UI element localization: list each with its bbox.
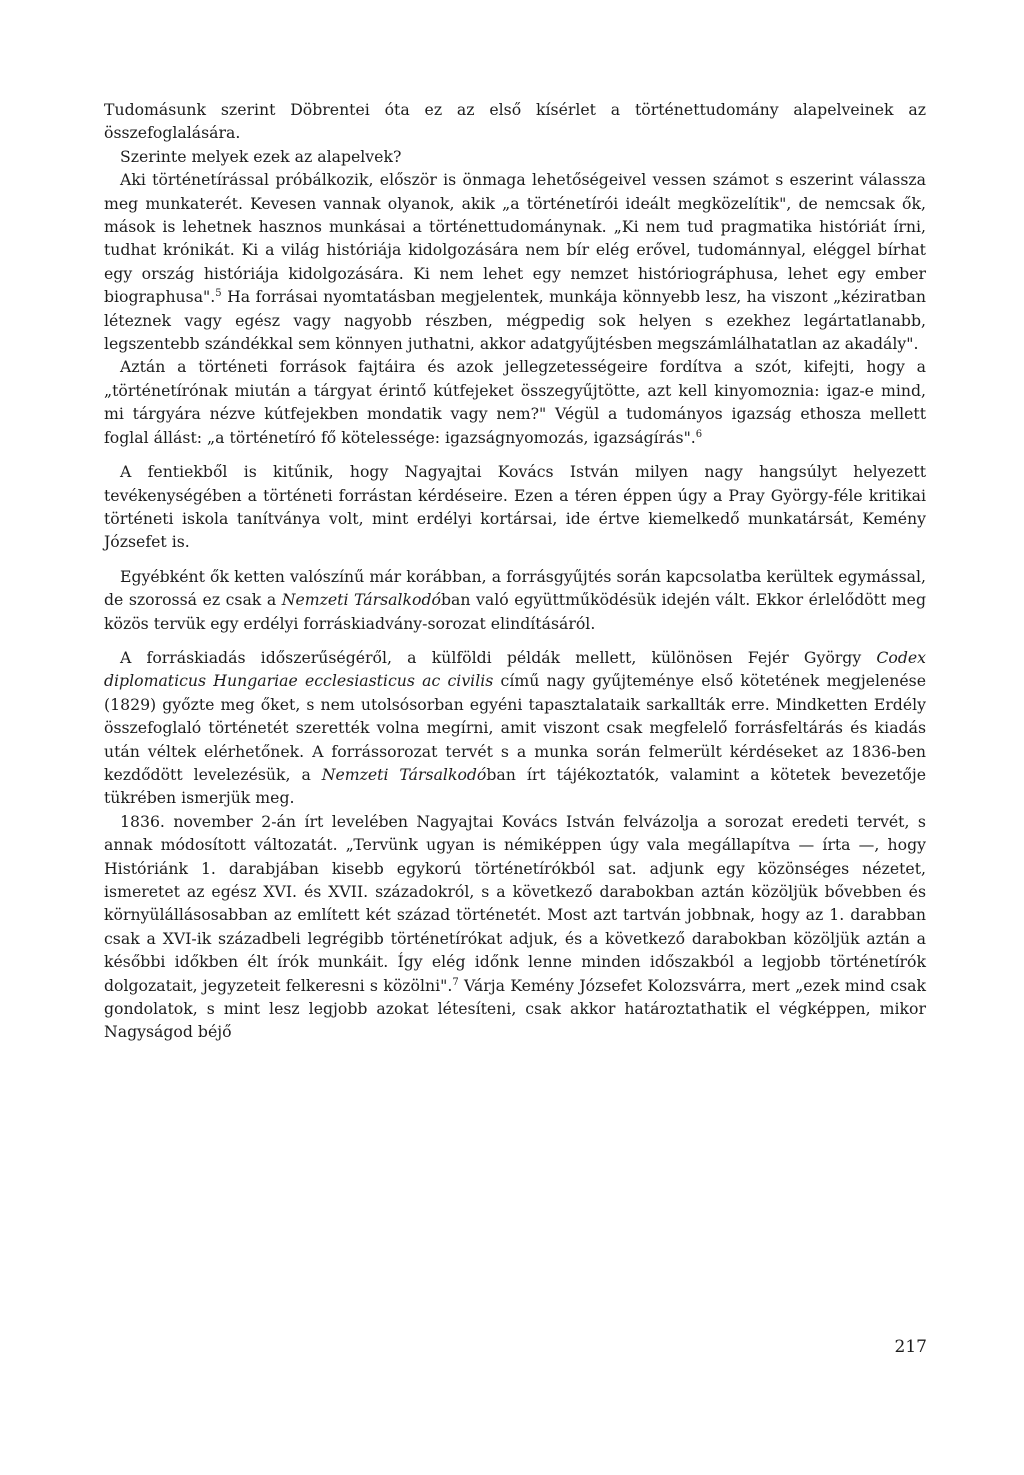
paragraph (104, 646, 926, 810)
paragraph (104, 355, 926, 449)
paragraph (104, 810, 926, 1044)
text-run: A forráskiadás időszerűségéről, a külföldi példák mellett, különösen Fejér György (120, 647, 877, 667)
text-run: Szerinte melyek ezek az alapelvek? (120, 146, 402, 166)
text-run: Ha forrásai nyomtatásban megjelentek, munkája könnyebb lesz, ha viszont „kéziratban léteznek vagy egész vagy nagyobb részben, mégpedig sok helyen s ezekhez legártatlanabb, legszentebb szándékkal sem könnyen juthatni, akkor adatgyűjtésben megszámlálhatatlan az akadály". (104, 287, 926, 354)
text-run: 1836. november 2-án írt levelében Nagyajtai Kovács István felvázolja a sorozat eredeti tervét, s annak módosított változatát. „Tervünk ugyan is némiképpen úgy vala megállapítva — írta —, hogy Históriánk 1. darabjában kisebb egykorú történetírókból sat. adjunk egy közönséges nézetet, ismeretet az egész XVI. és XVII. századokról, s a következő darabokban aztán közöljük bővebben és környülállásosabban az említett két század történetét. Most azt tartván jobbnak, hogy az 1. darabban csak a XVI-ik századbeli legrégibb történetírókat adjuk, és a következő darabokban közöljük aztán a későbbi időkben élt írók munkáit. Így elég időnk lenne minden időszakból a legjobb történetírók dolgozatait, jegyzeteit felkeresni s közölni". (104, 811, 926, 995)
text-run: Aztán a történeti források fajtáira és azok jellegzetességeire fordítva a szót, kifejti, hogy a „történetírónak miután a tárgyat érintő kútfejeket összegyűjtötte, azt kell kinyomoznia: igaz-e mind, mi tárgyára nézve kútfejekben mondatik vagy nem?" Végül a tudományos igazság ethosza mellett foglal állást: „a történetíró fő kötelessége: igazságnyomozás, igazságírás". (104, 357, 926, 447)
text-run: ban írt tájékoztatók, valamint a kötetek bevezetője tükrében ismerjük meg. (104, 764, 926, 808)
italic-title: Nemzeti Társalkodó (281, 590, 441, 610)
footnote-marker: 5 (215, 288, 222, 300)
text-run: Tudomásunk szerint Döbrentei óta ez az első kísérlet a történettudomány alapelveinek az összefoglalására. (104, 100, 926, 143)
paragraph (104, 145, 926, 168)
text-run: Egyébként ők ketten valószínű már korábban, a forrásgyűjtés során kapcsolatba kerültek egymással, de szorossá ez csak a (104, 566, 926, 610)
paragraph (104, 460, 926, 554)
text-run: A fentiekből is kitűnik, hogy Nagyajtai Kovács István milyen nagy hangsúlyt helyezett tevékenységében a történeti forrástan kérdéseire. Ezen a téren éppen úgy a Pray György-féle kritikai történeti iskola tanítványa volt, mint erdélyi kortársai, ide értve kiemelkedő munkatársát, Kemény Józsefet is. (104, 462, 926, 552)
text-run: Aki történetírással próbálkozik, először is önmaga lehetőségeivel vessen számot s eszerint válassza meg munkaterét. Kevesen vannak olyanok, akik „a történetírói ideált megközelítik", de nemcsak ők, mások is lehetnek hasznos munkásai a történettudománynak. „Ki nem tud pragmatika históriát írni, tudhat krónikát. Ki a világ históriája kidolgozására nem bír elég erővel, tudománnyal, eléggel bírhat egy ország históriája kidolgozására. Ki nem lehet egy nemzet históriográphusa, lehet egy ember biographusa". (104, 170, 926, 307)
page-number: 217 (894, 1337, 927, 1357)
paragraph (104, 168, 926, 355)
footnote-marker: 6 (695, 428, 703, 440)
document-body (104, 98, 926, 1044)
italic-title: Nemzeti Társalkodó (321, 764, 487, 784)
footnote-marker: 7 (452, 976, 459, 988)
paragraph (104, 98, 926, 145)
italic-title: Codex diplomaticus Hungariae ecclesiasticus ac civilis (104, 647, 926, 691)
text-run: című nagy gyűjteménye első kötetének megjelenése (1829) győzte meg őket, s nem utolsósorban egyéni tapasztalataik sarkallták erre. Mindketten Erdély összefoglaló történetét szerették volna megírni, amit viszont csak megfelelő forrásfeltárás és kiadás után véltek elérhetőnek. A forrássorozat tervét s a munka során felmerült kérdéseket az 1836-ben kezdődött levelezésük, a (104, 671, 927, 784)
paragraph (104, 565, 926, 635)
text-run: Várja Kemény Józsefet Kolozsvárra, mert „ezek mind csak gondolatok, s mint lesz legjobb azokat létesíteni, csak akkor határoztathatik el végképpen, mikor Nagyságod béjő (104, 975, 926, 1042)
text-run: ban való együttműködésük idején vált. Ekkor érlelődött meg közös tervük egy erdélyi forráskiadvány-sorozat elindításáról. (104, 590, 927, 633)
